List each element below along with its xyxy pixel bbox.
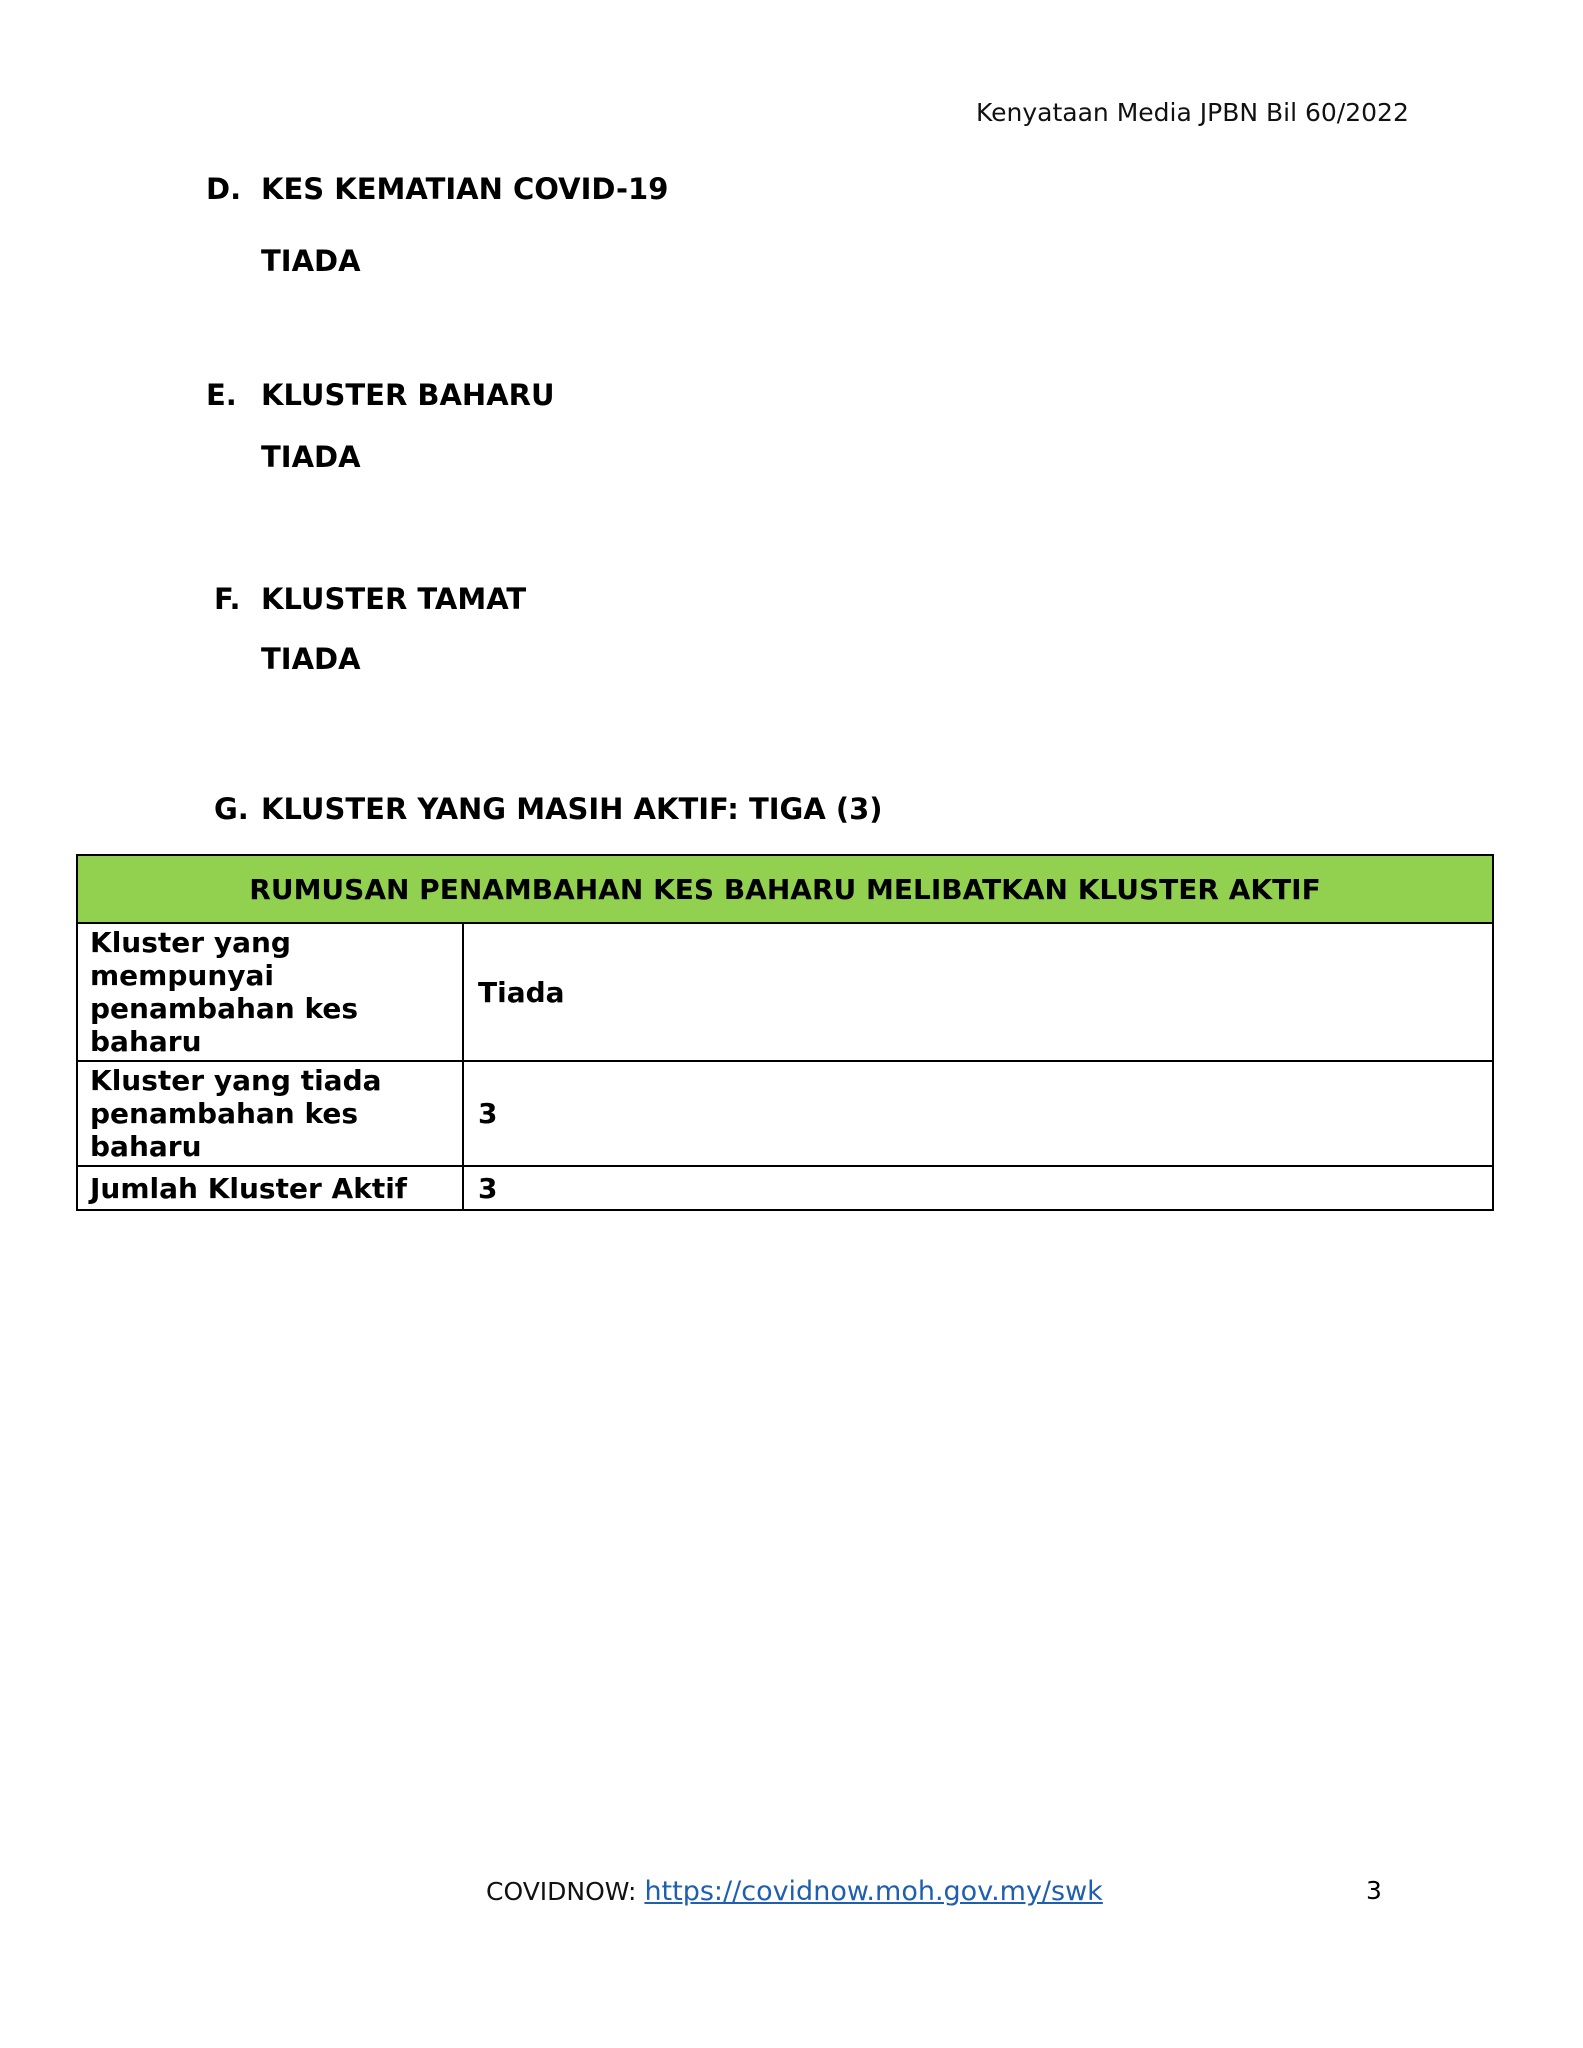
row-value: Tiada [463,923,1493,1061]
row-label: Kluster yang tiada penambahan kes baharu [77,1061,463,1166]
section-e-letter: E. [206,378,237,412]
footer [486,1876,1103,1907]
section-d-title: KES KEMATIAN COVID-19 [261,172,669,206]
footer-prefix: COVIDNOW: [486,1877,645,1906]
row-label: Kluster yang mempunyai penambahan kes baharu [77,923,463,1061]
section-d-letter: D. [206,172,242,206]
section-f-letter: F. [214,582,241,616]
section-d-value: TIADA [261,244,361,278]
table-row [77,1061,1493,1166]
active-cluster-summary-table [76,854,1494,1211]
section-g-title: KLUSTER YANG MASIH AKTIF: TIGA (3) [261,792,883,826]
row-value: 3 [463,1061,1493,1166]
summary-table-header: RUMUSAN PENAMBAHAN KES BAHARU MELIBATKAN KLUSTER AKTIF [77,855,1493,923]
row-label: Jumlah Kluster Aktif [77,1166,463,1210]
section-f-value: TIADA [261,642,361,676]
table-row [77,1166,1493,1210]
table-row [77,923,1493,1061]
section-f-title: KLUSTER TAMAT [261,582,527,616]
row-value: 3 [463,1166,1493,1210]
document-reference: Kenyataan Media JPBN Bil 60/2022 [976,98,1409,127]
section-e-value: TIADA [261,440,361,474]
page-number: 3 [1366,1876,1382,1905]
section-e-title: KLUSTER BAHARU [261,378,555,412]
covidnow-link[interactable]: https://covidnow.moh.gov.my/swk [644,1876,1103,1907]
section-g-letter: G. [214,792,249,826]
